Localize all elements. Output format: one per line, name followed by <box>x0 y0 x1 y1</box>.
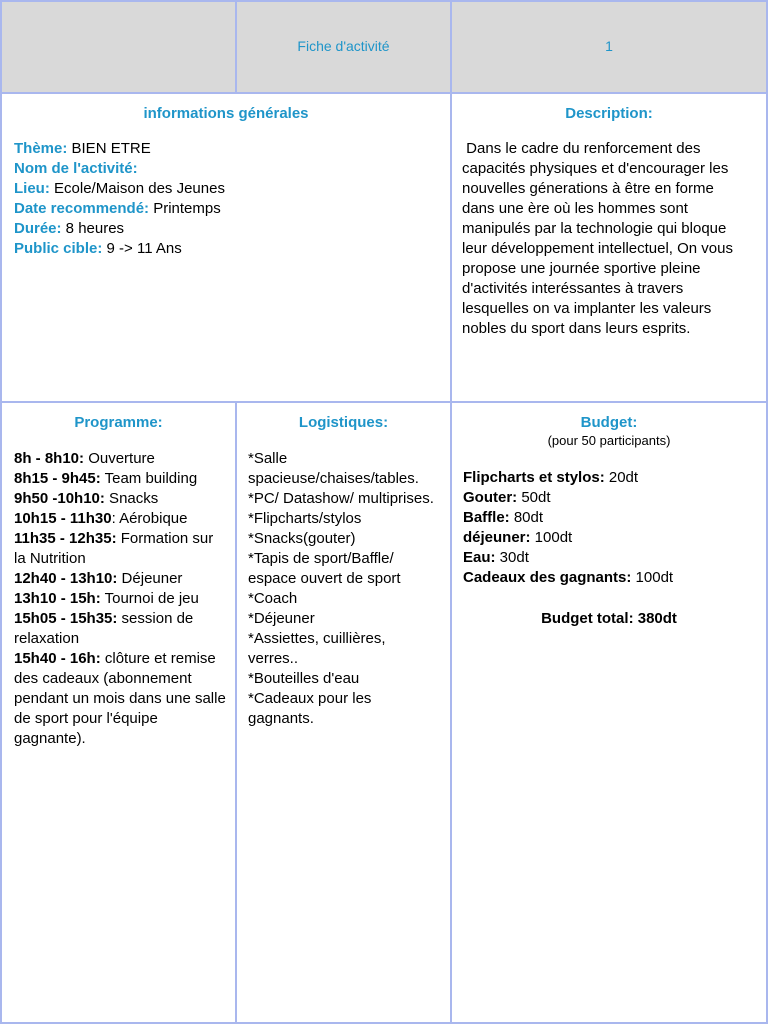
budget-subtitle: (pour 50 participants) <box>547 433 671 448</box>
budget-value: 80dt <box>509 509 544 526</box>
programme-item <box>14 529 227 569</box>
programme-activity: clôture et remise des cadeaux (abonnement pendant un mois dans une salle de sport pour l'équipe gagnante). <box>14 650 226 747</box>
programme-title: Programme: <box>74 414 163 431</box>
budget-item <box>463 508 766 528</box>
field-location <box>14 179 450 199</box>
field-label: Durée: <box>14 220 62 237</box>
field-value: BIEN ETRE <box>67 140 151 157</box>
programme-activity: Ouverture <box>84 450 155 467</box>
logistics-item: *PC/ Datashow/ multiprises. <box>248 490 434 507</box>
logistics-item: *Bouteilles d'eau <box>248 670 360 687</box>
sheet-title: Fiche d'activité <box>297 38 390 54</box>
sheet-number: 1 <box>605 38 613 54</box>
budget-cell <box>450 401 768 1024</box>
field-value: Printemps <box>149 200 221 217</box>
general-info-cell <box>0 92 452 403</box>
programme-time: 8h - 8h10: <box>14 450 85 467</box>
programme-time: 10h15 - 11h30 <box>14 510 112 527</box>
programme-item <box>14 449 227 469</box>
budget-item <box>463 548 766 568</box>
programme-activity: Tournoi de jeu <box>100 590 199 607</box>
programme-item <box>14 569 227 589</box>
programme-activity: session de relaxation <box>14 610 194 647</box>
programme-time: 15h40 - 16h: <box>14 650 101 667</box>
field-activity-name <box>14 159 450 179</box>
description-title: Description: <box>565 105 653 122</box>
header-number-cell <box>450 0 768 94</box>
logistics-list <box>237 449 450 729</box>
logistics-title: Logistiques: <box>298 414 389 431</box>
programme-time: 13h10 - 15h: <box>14 590 101 607</box>
logistics-item: *Déjeuner <box>248 610 315 627</box>
logistics-item: *Assiettes, cuillières, verres.. <box>248 630 386 667</box>
programme-time: 8h15 - 9h45: <box>14 470 101 487</box>
logistics-item: *Coach <box>248 590 298 607</box>
budget-item <box>463 528 766 548</box>
general-info-title: informations générales <box>143 105 309 122</box>
logistics-cell <box>235 401 452 1024</box>
budget-value: 20dt <box>604 469 639 486</box>
description-cell <box>450 92 768 403</box>
programme-cell <box>0 401 237 1024</box>
field-label: Date recommendé: <box>14 200 150 217</box>
budget-value: 30dt <box>495 549 529 566</box>
programme-list <box>2 449 235 749</box>
programme-activity: Déjeuner <box>117 570 183 587</box>
budget-label: Flipcharts et stylos: <box>463 469 605 486</box>
programme-time: 15h05 - 15h35: <box>14 610 118 627</box>
budget-list <box>452 468 766 588</box>
field-duration <box>14 219 450 239</box>
budget-label: Eau: <box>463 549 496 566</box>
field-label: Nom de l'activité: <box>14 160 138 177</box>
field-label: Public cible: <box>14 240 103 257</box>
budget-label: déjeuner: <box>463 529 531 546</box>
description-text: Dans le cadre du renforcement des capacités physiques et d'encourager les nouvelles génerations à être en forme dans une ère où les hommes sont manipulés par la technologie qui bloque leur développement intellectuel, On vous propose une journée sportive pleine d'activités interéssantes à travers lesquelles on va implanter les valeurs nobles du sport dans leurs esprits. <box>462 140 738 337</box>
budget-label: Baffle: <box>463 509 510 526</box>
budget-value: 100dt <box>530 529 573 546</box>
field-theme <box>14 139 450 159</box>
field-date <box>14 199 450 219</box>
programme-item <box>14 649 227 749</box>
budget-value: 50dt <box>517 489 551 506</box>
budget-label: Cadeaux des gagnants: <box>463 569 632 586</box>
general-info-fields <box>2 139 450 259</box>
budget-value: 100dt <box>631 569 674 586</box>
programme-time: 11h35 - 12h35: <box>14 530 117 547</box>
programme-item <box>14 609 227 649</box>
budget-total: Budget total: 380dt <box>541 610 677 627</box>
header-title-cell <box>235 0 452 94</box>
logistics-item: *Flipcharts/stylos <box>248 510 362 527</box>
logistics-item: *Snacks(gouter) <box>248 530 356 547</box>
programme-activity: Team building <box>100 470 198 487</box>
programme-item <box>14 469 227 489</box>
budget-label: Gouter: <box>463 489 518 506</box>
logistics-item: *Tapis de sport/Baffle/ espace ouvert de sport <box>248 550 401 587</box>
programme-item <box>14 489 227 509</box>
field-value: 8 heures <box>61 220 125 237</box>
logistics-item: *Cadeaux pour les gagnants. <box>248 690 372 727</box>
programme-time: 9h50 -10h10: <box>14 490 105 507</box>
programme-item <box>14 509 227 529</box>
field-label: Thème: <box>14 140 68 157</box>
budget-item <box>463 468 766 488</box>
field-audience <box>14 239 450 259</box>
field-value: 9 -> 11 Ans <box>102 240 182 257</box>
programme-activity: Formation sur la Nutrition <box>14 530 214 567</box>
programme-activity: Snacks <box>104 490 159 507</box>
budget-item <box>463 568 766 588</box>
field-label: Lieu: <box>14 180 50 197</box>
logistics-item: *Salle spacieuse/chaises/tables. <box>248 450 419 487</box>
budget-title: Budget: <box>580 414 638 431</box>
programme-time: 12h40 - 13h10: <box>14 570 118 587</box>
programme-activity: : Aérobique <box>111 510 188 527</box>
header-left-cell <box>0 0 237 94</box>
budget-item <box>463 488 766 508</box>
field-value: Ecole/Maison des Jeunes <box>49 180 225 197</box>
programme-item <box>14 589 227 609</box>
